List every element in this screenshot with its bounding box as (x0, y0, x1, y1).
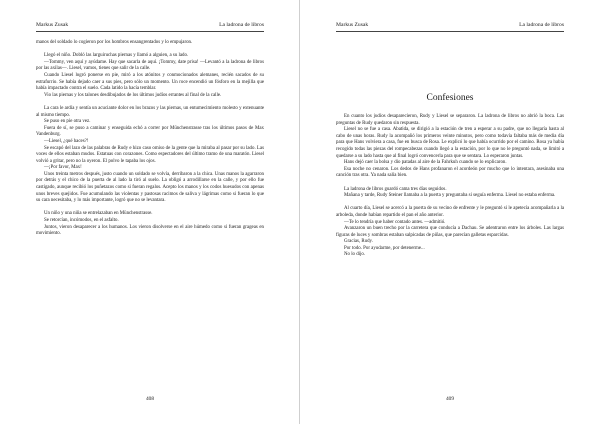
paragraph: Se retorcían, incómodos, en el asfalto. (44, 218, 119, 224)
paragraph: Un niño y una niña se entrelazaban en Münchenstrasse. (44, 211, 153, 217)
paragraph: La ladrona de libros guardó cama tres días seguidos. (344, 186, 447, 192)
chapter-title: Confesiones (426, 93, 474, 103)
paragraph: Mañana y tarde, Rudy Steiner llamaba a la puerta y preguntaba si seguía enferma. Liesel no estaba enferma. (344, 193, 556, 199)
paragraph: Esa noche no cenaron. Los dedos de Hans profanaron el acordeón por mucho que lo intentara, asesinaba una canción tras otra. Ya nada salía bien. (336, 166, 564, 179)
page-header (36, 22, 264, 32)
paragraph: —Te lo tendría que haber contado antes. —admitió. (344, 219, 446, 225)
paragraph: No lo dijo. (344, 252, 366, 258)
paragraph: Vio las piernas y los talones desdibujados de los últimos judíos errantes al final de la calle. (44, 92, 222, 98)
paragraph: —¡Por favor, Max! (44, 165, 82, 171)
page-body (36, 40, 264, 238)
paragraph: Hans dejó caer la bolsa y dio patadas al aire de la Fahrkuh cuando se lo explicaron. (344, 160, 507, 166)
paragraph-gap (36, 205, 264, 212)
paragraph: Se escapó del lazo de las palabras de Rudy e hizo caso omiso de la gente que la miraba al pasar por su lado. Las voces de ellos estaban mudos. Estatuas con corazones. Como espectadores del último tramo de una maratón. Liesel volvió a gritar, pero no la oyeron. El polvo le tapaba los ojos. (36, 145, 264, 164)
page-number: 409 (445, 396, 455, 402)
paragraph: Se puso en pie otra vez. (44, 119, 91, 125)
running-title: La ladrona de libros (519, 22, 564, 28)
page-body (336, 40, 564, 259)
paragraph: Cuando Liesel logró ponerse en pie, miró a los atónitos y conmocionados alemanes, recién sacados de su estrafurrio. Se había dejado caer a sus pies, pero sólo un momento. Un roce encendió un fósforo en la mejilla que había impactado contra el suelo. Cada latido la hacía temblar. (36, 72, 264, 92)
paragraph: Fuera de sí, se puso a caminar y enseguida echó a correr por Münchenstrasse tras los últimos pasos de Max Vandenburg. (36, 125, 264, 138)
running-title: La ladrona de libros (219, 22, 264, 28)
paragraph: —Liesel, ¿qué haces?! (44, 138, 89, 144)
paragraph: Al cuarto día, Liesel se acercó a la puerta de su vecino de enfrente y le preguntó si le apetecía acompañarla a la arboleda, donde habían repartido el pan el año anterior. (336, 206, 564, 218)
paragraph-gap (336, 180, 564, 187)
paragraph: Llegó el niño. Dobló las larguiruchas piernas y llamó a alguien, a su lado. (44, 53, 189, 59)
page-number: 408 (145, 396, 155, 402)
paragraph: manos del soldado lo cogieron por los hombros ensangrentados y lo empujaron. (36, 40, 193, 45)
paragraph: En cuanto los judíos desaparecieron, Rudy y Liesel se separaron. La ladrona de libros no abrió la boca. Las preguntas de Rudy quedaron sin respuesta. (336, 114, 564, 126)
paragraph-gap (336, 200, 564, 207)
paragraph: La cara le ardía y sentía un acuciante dolor en los brazos y las piernas, un entumecimiento molesto y extenuante al mismo tiempo. (36, 105, 264, 118)
paragraph: Juntos, vieron desaparecer a los humanos. Los vieron disolverse en el aire húmedo como si fueran grageas en movimiento. (36, 224, 264, 237)
paragraph: Unos treinta metros después, justo cuando un soldado se volvía, derribaron a la chica. Unas manos la agarraron por detrás y el chico de la puerta de al lado la tiró al suelo. La obligó a arrodillarse en la calle, y por ello fue castigado, aunque recibió los puñetazos como si fueran regalos. Acepto los manos y los codos huesudos con apenas unos breves quejidos. Fue acumulando las violentas y pastosas racimos de saliva y lágrimas como si fueran lo que su cara necesitaba, y lo más importante, logró que no se levantara. (36, 171, 264, 204)
paragraph-gap (36, 99, 264, 106)
paragraph: Gracias, Rudy. (344, 239, 373, 245)
paragraph: —Tommy, ven aquí y ayúdame. Hay que sacarla de aquí. ¡Tommy, date prisa! —Levantó a la ladrona de libros por las axilas—. Liesel, vamos, tienes que salir de la calle. (36, 59, 264, 72)
right-page (300, 0, 600, 424)
paragraph-gap (36, 47, 264, 54)
paragraph: Avanzaron un buen trecho por la carretera que conducía a Dachau. Se adentraron entre los árboles. Las largas figuras de luces y sombras estaban salpicadas de piñas, que parecían galletas esparcidas. (336, 226, 564, 238)
running-author: Markus Zusak (36, 22, 69, 28)
paragraph: Liesel no se fue a casa. Abatida, se dirigió a la estación de tren a esperar a su padre, que no llegaría hasta al cabo de unas horas. Rudy la acompañó los primeros veinte minutos, pero como todavía faltaba más de media día para que Hans volviera a casa, fue en busca de Rosa. Le explicó lo que había ocurrido por el camino. Rosa ya había recogido todas las piezas del rompecabezas cuando llegó a la estación, por lo que no le preguntó nada, se limitó a quedarse a su lado hasta que al final logró convencerla para que se sentara. Lo esperaron juntas. (336, 127, 564, 159)
paragraph: Por todo. Por ayudarme, por detenerme... (344, 245, 425, 251)
page-header (336, 22, 564, 32)
running-author: Markus Zusak (336, 22, 369, 28)
